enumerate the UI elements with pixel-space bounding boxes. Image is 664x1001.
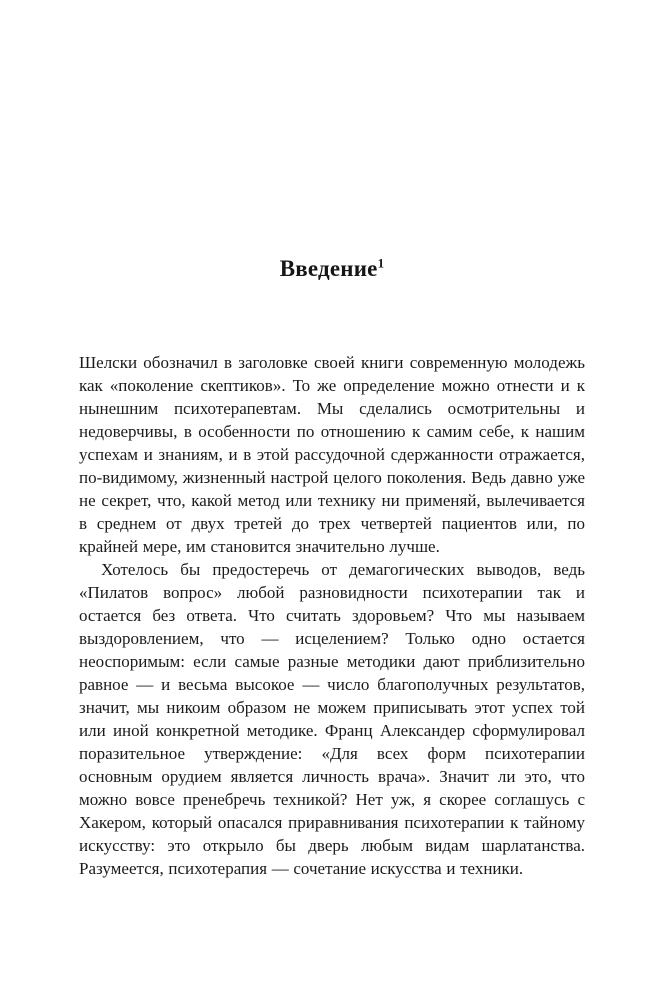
paragraph: Хотелось бы предостеречь от демагогических выводов, ведь «Пилатов вопрос» любой разновидности психотерапии так и остается без ответа. Что считать здоровьем? Что мы называем выздоровлением, что — исцелением? Только одно остается неоспоримым: если самые разные методики дают приблизительно равное — и весьма высокое — число благополучных результатов, значит, мы никоим образом не можем приписывать этот успех той или иной конкретной методике. Франц Александер сформулировал поразительное утверждение: «Для всех форм психотерапии основным орудием является личность врача». Значит ли это, что можно вовсе пренебречь техникой? Нет уж, я скорее соглашусь с Хакером, который опасался приравнивания психотерапии к тайному искусству: это открыло бы дверь любым видам шарлатанства. Разумеется, психотерапия — сочетание искусства и техники. (79, 560, 585, 878)
footnote-reference[interactable]: 1 (377, 255, 385, 271)
chapter-title (0, 0, 664, 284)
page-body (79, 351, 585, 880)
paragraph: Шелски обозначил в заголовке своей книги современную молодежь как «поколение скептиков». То же определение можно отнести и к нынешним психотерапевтам. Мы сделались осмотрительны и недоверчивы, в особенности по отношению к самим себе, к нашим успехам и знаниям, и в этой рассудочной сдержанности отражается, по-видимому, жизненный настрой целого поколения. Ведь давно уже не секрет, что, какой метод или технику ни применяй, вылечивается в среднем от двух третей до трех четвертей пациентов или, по крайней мере, им становится значительно лучше. (79, 353, 585, 556)
chapter-title-text: Введение (279, 256, 378, 281)
